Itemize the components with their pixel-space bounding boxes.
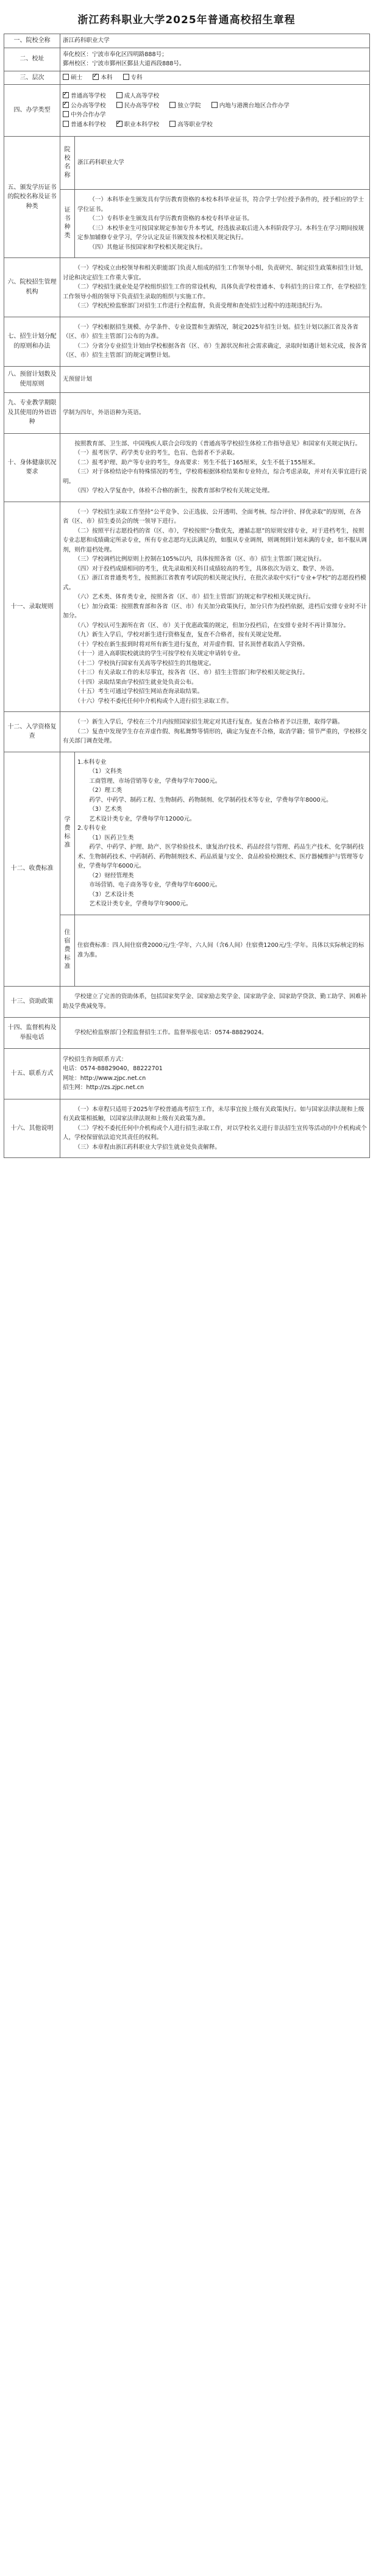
value-tuition [75,752,370,915]
admission-item: （十四）录取结果由学校招生就业处负责公布。 [74,678,197,686]
fee-item: （1）文科类 [89,768,123,775]
sub-label-school-name: 院校名称 [60,137,75,190]
fee-item: 药学、中药学、护理、助产、医学检验技术、康复治疗技术、药品经营与管理、药品生产技术、化学制药技术、生物制药技术、中药制药、药物制剂技术、药品质量与安全、食品检验检测技术、医疗器械维护与管理等专业，学费每学年6000元。 [77,844,364,869]
type-option: 独立学院 [169,101,201,111]
type-option: ✓公办高等学校 [63,101,106,111]
charter-table [4,34,370,1158]
other-item: （二）学校不委托任何中介机构或个人进行招生录取工作，对以学校名义进行非法招生宣传等活动的中介机构或个人，学校保留依法追究其责任的权利。 [63,1124,367,1141]
label-contact: 十五、联系方式 [4,1048,60,1099]
value-preview: 无预留计划 [60,366,370,392]
other-item: （一）本章程只适用于2025年学校普通高考招生工作，未尽事宜按上级有关政策执行。如与国家法律法规和上级有关政策相抵触，以国家法律法规和上级有关政策为准。 [63,1106,364,1122]
value-contact [60,1048,370,1099]
type-option: 高等职业学校 [169,120,213,130]
sub-label-cert-type: 证书种类 [60,190,75,258]
admission-item: （七）加分政策：按照教育部和各省（区、市）有关加分政策执行，加分只作为投档依据，进档后安排专业时不计加分。 [63,603,367,619]
label-cert: 五、颁发学历证书的院校名称及证书种类 [4,137,60,258]
fee-item: 2.专科专业 [77,825,107,832]
admission-item: （一）学校招生录取工作坚持“公平竞争、公正选拔、公开透明、全面考核、综合评价、择优录取”的原则，在各省（区、市）招生委员会的统一领导下进行。 [63,508,361,525]
label-school-name: 一、院校全称 [4,34,60,48]
campus-line: 奉化校区：宁波市奉化区四明路888号； [63,51,168,58]
health-item: （二）报考护理、助产等专业的考生，身高要求：男生不低于165厘米，女生不低于155厘米。 [74,459,319,466]
contact-admission-link[interactable]: 招生网：http://zs.zjpc.net.cn [63,1084,144,1091]
enroll-item: （一）新生入学后，学校在三个月内按照国家招生规定对其进行复查。复查合格者予以注册，取得学籍。 [74,719,344,725]
value-enroll [60,712,370,752]
cert-item: （二）专科毕业生颁发具有学历教育资格的本校专科毕业证书。 [89,215,253,222]
row-health [4,433,370,502]
sub-label-tuition: 学费标准 [60,752,75,915]
contact-website-link[interactable]: 网址：http://www.zjpc.net.cn [63,1074,146,1082]
type-option: 成人高等学校 [116,92,160,101]
support-text: 学校建立了完善的资助体系，包括国家奖学金、国家励志奖学金、国家助学金、国家助学贷款、勤工助学、困难补助及学费减免等。 [63,993,367,1010]
value-plan [60,317,370,366]
page-title: 浙江药科职业大学2025年普通高校招生章程 [77,14,296,26]
admission-item: （十五）考生可通过学校招生网站查询录取结果。 [74,688,204,695]
level-option: 专科 [123,73,143,83]
checkbox-icon [63,92,69,98]
row-admin [4,258,370,317]
other-item: （三）本章程由浙江药科职业大学招生就业处负责解释。 [74,1143,221,1151]
health-item: （四）学校入学复查中，体检不合格的新生，按教育部和学校有关规定处理。 [74,487,274,494]
row-other [4,1099,370,1158]
sub-label-dorm: 住宿费标准 [60,915,75,986]
row-cert-name [4,137,370,190]
admission-item: （四）对于投档成绩相同的考生，优先录取相关科目成绩较高的考生，具体依次为语文、数学、外语。 [74,565,338,572]
health-item: （三）对于体检结论中有特殊情况的考生，学校将根据体检结果和专业特点，综合考虑录取，并对有关事宜进行说明。 [63,469,367,485]
label-campus: 二、校址 [4,48,60,71]
value-health [60,433,370,502]
cert-item: （四）其他证书按国家和学校相关规定执行。 [89,243,207,251]
row-support [4,986,370,1017]
fee-item: （1）医药卫生类 [89,834,134,841]
admission-item: （十三）有关录取工作的未尽事宜，按各省（区、市）招生主管部门和学校相关规定执行。 [74,669,308,676]
fee-item: 市场营销、电子商务等专业，学费每学年6000元。 [89,882,221,888]
type-option: ✓ 职业本科学校 [116,120,160,130]
row-enroll [4,712,370,752]
row-results [4,392,370,433]
admission-item: （十六）学校不委托任何中介机构或个人进行招生录取工作。 [74,697,233,705]
cert-item: （三）本校毕业生可按国家规定参加专升本考试，经选拔录取后进入本科阶段学习。本科生在学习期间按规定参加辅修专业学习，学分认定及证书颁发按本校相关规定执行。 [77,225,364,241]
checkbox-icon [116,92,123,98]
row-supervision [4,1017,370,1048]
fee-item: 药学、中药学、制药工程、生物制药、药物制剂、化学制药技术等专业，学费每学年8000元。 [89,796,332,804]
fee-item: 艺术设计类专业，学费每学年9000元。 [89,901,192,907]
health-item: 按照教育部、卫生部、中国残疾人联合会印发的《普通高等学校招生体检工作指导意见》和国家有关规定执行。 [74,440,361,447]
label-other: 十六、其他说明 [4,1099,60,1158]
label-supervision: 十四、监督机构及举报电话 [4,1017,60,1048]
checkbox-icon [123,74,129,80]
plan-item: （一）学校根据招生规模、办学条件、专业设置和生源情况，制定2025年招生计划。招生计划以浙江省及各省（区、市）招生主管部门公布的为准。 [63,323,358,340]
label-admin: 六、院校招生管理机构 [4,258,60,317]
value-level [60,71,370,85]
admin-item: （二）学校招生就业处是学校组织招生工作的常设机构，具体负责学校普通本、专科招生的日常工作，在学校招生工作领导小组的领导下负责招生录取的组织与实施工作。 [63,284,367,300]
label-support: 十三、资助政策 [4,986,60,1017]
type-option: 内地与港澳台地区合作办学 [211,101,290,111]
value-school-name: 浙江药科职业大学 [60,34,370,48]
checkbox-icon [116,121,123,127]
admin-item: （一）学校成立由校领导和相关职能部门负责人组成的招生工作领导小组，负责研究、制定招生政策和招生计划，讨论和决定招生工作重大事宜。 [63,265,367,281]
fee-item: （2）理工类 [89,787,123,794]
row-school-type [4,85,370,137]
fee-item: 工商管理、市场营销等专业，学费每学年7000元。 [89,777,221,785]
label-health: 十、身体健康状况要求 [4,433,60,502]
label-admission: 十一、录取规则 [4,502,60,712]
admin-item: （三）学校纪检监察部门对招生工作进行全程监督，负责受理和查处招生过程中的违规违纪行为。 [74,303,326,309]
type-option: 中外合作办学 [63,110,106,120]
contact-phone: 电话：0574-88829040，88222701 [63,1065,163,1072]
checkbox-icon [63,111,69,117]
checkbox-icon [63,102,69,108]
fee-item: （3）艺术类 [89,806,123,813]
checkbox-icon [169,102,176,108]
health-item: （一）报考医学、药学类专业的考生，色盲、色弱者不予录取。 [74,450,238,456]
fee-item: （2）财经管理类 [89,872,134,879]
row-school-name [4,34,370,48]
label-school-type: 四、办学类型 [4,85,60,137]
checkbox-icon [169,121,176,127]
row-preview [4,366,370,392]
checkbox-icon [93,74,99,80]
checkbox-icon [63,121,69,127]
plan-item: （二）分省分专业招生计划由学校根据各省（区、市）生源状况和社会需求确定，录取时如遇计划未完成，按各省（区、市）招生主管部门的规定调整计划。 [63,342,367,359]
enroll-item: （二）复查中发现学生存在弄虚作假、徇私舞弊等情形的，确定为复查不合格，取消学籍；情节严重的，学校移交有关部门调查处理。 [63,728,367,744]
fee-item: 1.本科专业 [77,758,107,766]
checkbox-icon [211,102,218,108]
label-preview: 八、预留计划数及使用原则 [4,366,60,392]
level-option: 硕士 [63,73,82,83]
row-plan [4,317,370,366]
row-contact [4,1048,370,1099]
type-option: 民办高等学校 [116,101,160,111]
value-results: 学制为四年，外语语种为英语。 [60,392,370,433]
admission-item: （十）学校在新生报到时将对所有新生进行复查，对弄虚作假、冒名顶替者取消入学资格。 [74,641,308,648]
admission-item: （二）按照平行志愿投档的省（区、市），学校按照“分数优先，遵循志愿”的原则安排专业，对于进档考生，按照专业志愿和成绩确定所录专业，所有专业志愿均无法满足的，如服从专业调剂，则调剂到计划未满的专业，如不服从调剂，则作退档处理。 [63,527,367,553]
page [4,0,369,1158]
label-plan: 七、招生计划分配的原则和办法 [4,317,60,366]
value-supervision [60,1017,370,1048]
supervision-text: 学校纪检监察部门全程监督招生工作。监督举报电话：0574-88829024。 [74,1029,268,1036]
row-campus [4,48,370,71]
label-level: 三、层次 [4,71,60,85]
type-option: ✓普通高等学校 [63,92,106,101]
admission-item: （十一）进入高职院校就读的学生可按学校有关规定申请转专业。 [74,650,244,657]
fee-item: 艺术设计类专业，学费每学年12000元。 [89,815,196,822]
value-dorm: 住宿费标准：四人间住宿费2000元/生·学年，六人间（含6人间）住宿费1200元/生·学年。具体以实际核定的标准为准。 [75,915,370,986]
row-fees-tuition [4,752,370,915]
checkbox-icon [63,74,69,80]
label-results: 九、专业教学期限及其使用的外语语种 [4,392,60,433]
value-admin [60,258,370,317]
value-campus [60,48,370,71]
label-fees: 十二、收费标准 [4,752,60,986]
level-option: ✓ 本科 [93,73,112,83]
admission-item: （十二）学校执行国家有关高等学校招生的其他规定。 [74,660,215,667]
admission-item: （九）新生入学后，学校对新生进行资格复查，复查不合格者，按有关规定处理。 [74,631,285,638]
value-other [60,1099,370,1158]
row-level [4,71,370,85]
type-option: 普通本科学校 [63,120,106,130]
admission-item: （八）学校认可生源所在省（区、市）关于优惠政策的规定，但加分投档后，在安排专业时不再计算加分。 [74,622,350,629]
cert-item: （一）本科毕业生颁发具有学历教育资格的本校本科毕业证书，符合学士学位授予条件的，授予相应的学士学位证书。 [77,196,364,213]
admission-item: （五）浙江省普通类考生，按照浙江省教育考试院的相关规定执行，在批次录取中实行“专业+学校”的志愿投档模式。 [63,575,366,591]
contact-line: 学校招生咨询联系方式： [63,1056,127,1063]
campus-line: 鄞州校区：宁波市鄞州区鄞县大道西段888号。 [63,60,185,67]
value-admission [60,502,370,712]
fee-item: （3）艺术设计类 [89,891,134,898]
value-cert-type [75,190,370,258]
value-support [60,986,370,1017]
value-school-type [60,85,370,137]
checkbox-icon [116,102,123,108]
admission-item: （三）学校调档比例原则上控制在105%以内，具体按照各省（区、市）招生主管部门规定执行。 [74,556,325,563]
admission-item: （六）艺术类、体育类专业，按照各省（区、市）招生主管部门的规定和学校相关规定执行。 [74,594,314,600]
value-cert-name: 浙江药科职业大学 [75,137,370,190]
row-admission [4,502,370,712]
label-enroll: 十二、入学资格复查 [4,712,60,752]
